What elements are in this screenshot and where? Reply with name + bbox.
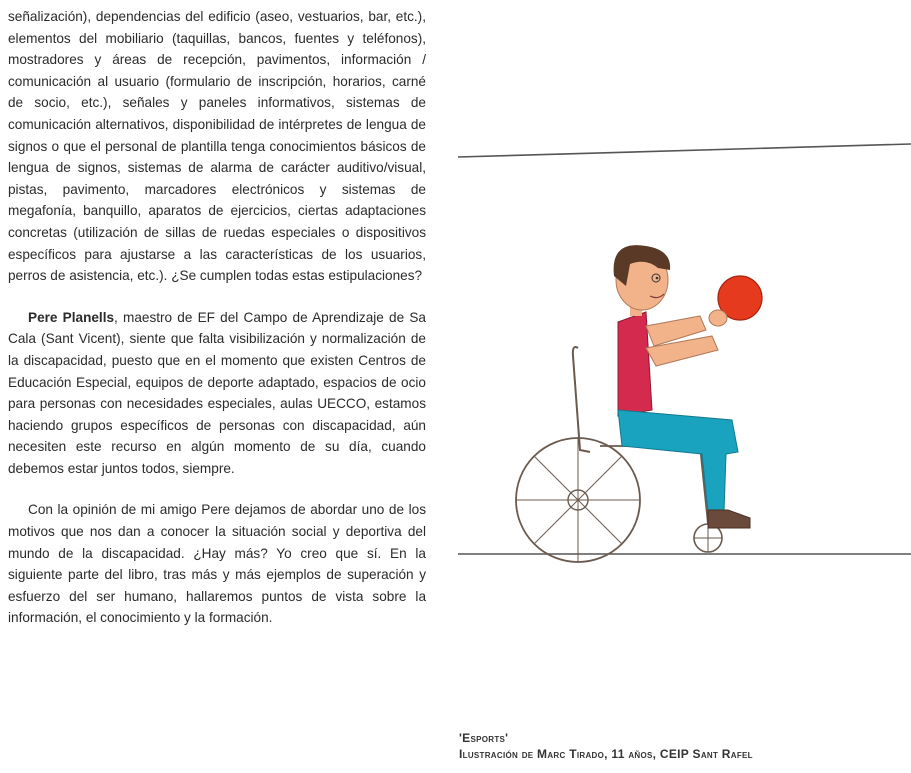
caption-credit: Ilustración de Marc Tirado, 11 años, CEIP Sant Rafel xyxy=(459,747,753,761)
caption-title: 'Esports' xyxy=(459,731,509,745)
paragraph-2 xyxy=(8,307,426,480)
hand xyxy=(709,310,727,326)
paragraph-1: señalización), dependencias del edificio (aseo, vestuarios, bar, etc.), elementos del mobiliario (taquillas, bancos, fuentes y teléfonos), mostradores y áreas de recepción, pavimentos, información / comunicación al usuario (formulario de inscripción, horarios, carné de socio, etc.), señales y paneles informativos, sistemas de comunicación alternativos, disponibilidad de intérpretes de lengua de signos o que el personal de plantilla tenga conocimientos básicos de lengua de signos, sistemas de alarma de carácter auditivo/visual, pistas, pavimento, marcadores electrónicos y sistemas de megafonía, banquillo, aparatos de ejercicios, ciertas adaptaciones concretas (utilización de sillas de ruedas especiales o dispositivos específicos para ajustarse a las características de los usuarios, perros de asistencia, etc.). ¿Se cumplen todas estas estipulaciones? xyxy=(8,9,426,284)
paragraph-2-text: , maestro de EF del Campo de Aprendizaje de Sa Cala (Sant Vicent), siente que falta visibilización y normalización de la discapacidad, puesto que en el momento que existen Centros de Educación Especial, equipos de deporte adaptado, espacios de ocio para personas con necesidades especiales, aulas UECCO, estamos haciendo grupos específicos de personas con discapacidad, aún necesiten este recurso en algún momento de su día, cuando debemos estar juntos todos, siempre. xyxy=(8,309,426,476)
paragraph-3: Con la opinión de mi amigo Pere dejamos de abordar uno de los motivos que nos dan a conocer la situación social y deportiva del mundo de la discapacidad. ¿Hay más? Yo creo que sí. En la siguiente parte del libro, tras más y más ejemplos de superación y esfuerzo del ser humano, hallaremos puntos de vista sobre la información, el conocimiento y la formación. xyxy=(8,502,426,626)
article-text xyxy=(8,6,426,629)
illustration-caption xyxy=(459,730,753,762)
wheelchair-big-wheel xyxy=(516,438,640,562)
person-name: Pere Planells xyxy=(28,309,115,325)
wheelchair-back xyxy=(573,347,590,452)
child-drawing-illustration xyxy=(450,120,911,580)
pants xyxy=(618,410,738,512)
wheelchair-frame xyxy=(600,446,708,524)
shoe xyxy=(708,510,750,528)
top-line xyxy=(458,144,911,157)
